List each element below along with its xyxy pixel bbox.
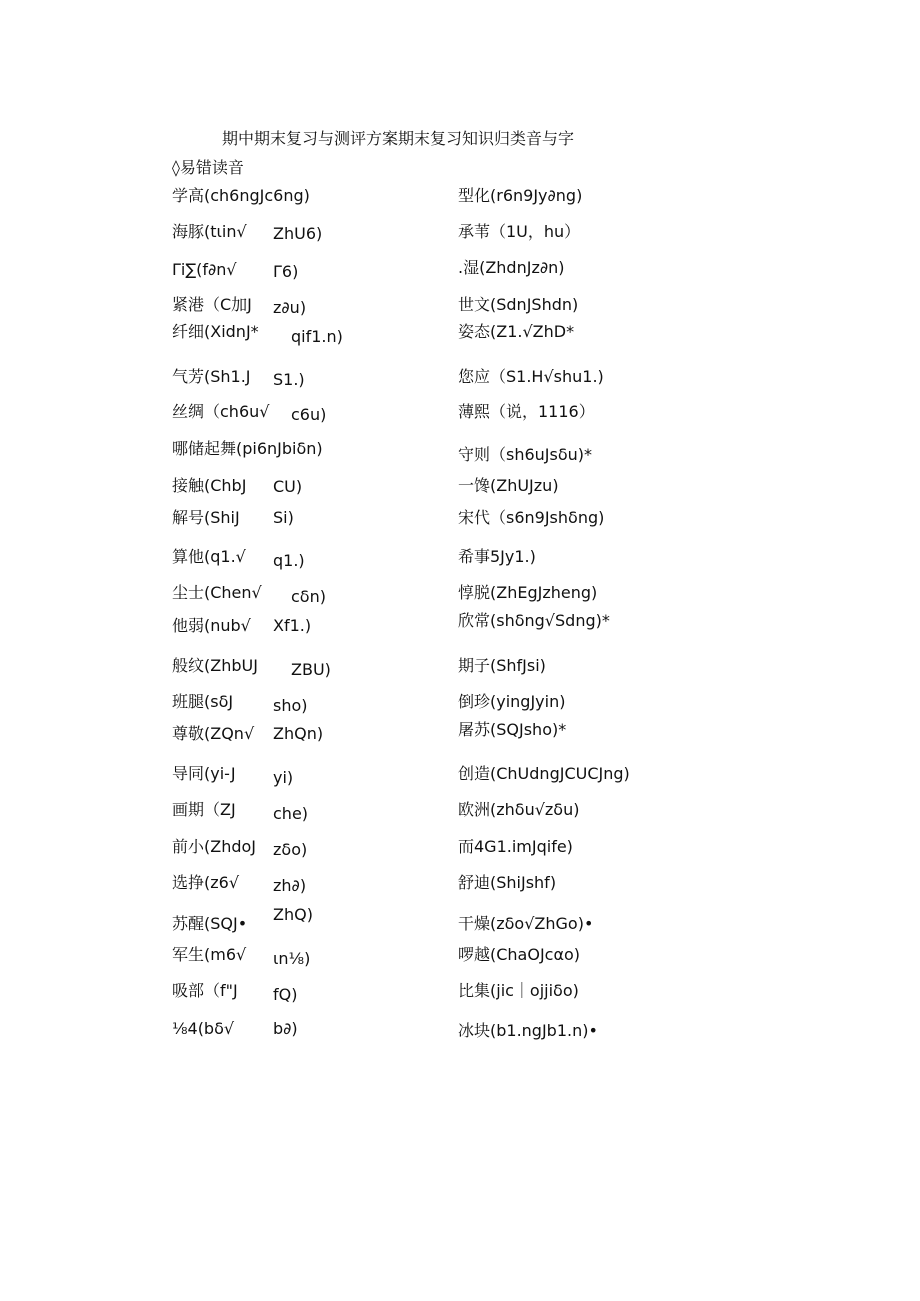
- word-entry: 接触(ChbJ: [172, 476, 247, 495]
- word-entry-continuation: ZhQn): [273, 724, 324, 743]
- word-entry: 紧港（C加J: [172, 295, 252, 314]
- word-entry: Γi∑(f∂n√: [172, 260, 237, 279]
- word-entry: 选挣(z6√: [172, 873, 240, 892]
- word-entry: 您应（S1.H√shu1.): [458, 367, 604, 386]
- word-entry: 比集(jic｜ojjiδo): [458, 981, 579, 1000]
- word-entry: 创造(ChUdngJCUCJng): [458, 764, 630, 783]
- word-entry-continuation: cδn): [291, 587, 326, 606]
- word-entry: 解号(ShiJ: [172, 508, 240, 527]
- word-entry: 干燥(zδo√ZhGo)•: [458, 914, 594, 933]
- word-entry: 丝绸（ch6u√: [172, 402, 270, 421]
- word-entry: 舒迪(ShiJshf): [458, 873, 557, 892]
- word-entry: 一馋(ZhUJzu): [458, 476, 559, 495]
- word-entry: 欣常(shδng√Sdng)*: [458, 611, 610, 630]
- word-entry-continuation: zδo): [273, 840, 308, 859]
- word-entry: 世文(SdnJShdn): [458, 295, 579, 314]
- word-entry-continuation: Si): [273, 508, 294, 527]
- word-entry-continuation: qif1.n): [291, 327, 343, 346]
- word-entry: 啰越(ChaOJcαo): [458, 945, 581, 964]
- word-entry: 尘士(Chen√: [172, 583, 262, 602]
- word-entry-continuation: che): [273, 804, 309, 823]
- word-entry: 惇脱(ZhEgJzheng): [458, 583, 598, 602]
- word-entry-continuation: q1.): [273, 551, 305, 570]
- word-entry: 薄熙（说，1116）: [458, 402, 595, 421]
- word-entry: 承苇（1U，hu）: [458, 222, 581, 241]
- word-entry: 希事5Jy1.): [458, 547, 536, 566]
- word-entry: 气芳(Sh1.J: [172, 367, 251, 386]
- word-entry: 守则（sh6uJsδu)*: [458, 445, 593, 464]
- word-entry-continuation: sho): [273, 696, 308, 715]
- word-entry: 前小(ZhdoJ: [172, 837, 257, 856]
- word-entry: 哪储起舞(pi6nJbiδn): [172, 439, 323, 458]
- word-entry-continuation: b∂): [273, 1019, 298, 1038]
- word-entry-continuation: yi): [273, 768, 294, 787]
- word-entry: 纤细(XidnJ*: [172, 322, 259, 341]
- word-entry: 姿态(Z1.√ZhD*: [458, 322, 575, 341]
- word-entry: 屠苏(SQJsho)*: [458, 720, 567, 739]
- word-entry: .湿(ZhdnJz∂n): [458, 258, 565, 277]
- word-entry-continuation: ZBU): [291, 660, 331, 679]
- section-heading: ◊易错读音: [172, 158, 244, 177]
- word-entry: 班腿(sδJ: [172, 692, 234, 711]
- word-entry-continuation: Xf1.): [273, 616, 312, 635]
- word-entry-continuation: zh∂): [273, 876, 307, 895]
- word-entry-continuation: z∂u): [273, 298, 307, 317]
- word-entry: 冰块(b1.ngJb1.n)•: [458, 1021, 598, 1040]
- word-entry: 而4G1.imJqife): [458, 837, 573, 856]
- word-entry: 海豚(tιin√: [172, 222, 247, 241]
- word-entry: 吸部（f"J: [172, 981, 238, 1000]
- word-entry: 期子(ShfJsi): [458, 656, 546, 675]
- word-entry-continuation: ZhU6): [273, 224, 323, 243]
- word-entry-continuation: fQ): [273, 985, 298, 1004]
- word-entry: 般纹(ZhbUJ: [172, 656, 258, 675]
- word-entry: 军生(m6√: [172, 945, 247, 964]
- word-entry-continuation: c6u): [291, 405, 327, 424]
- word-entry: 宋代（s6n9Jshδng): [458, 508, 605, 527]
- word-entry: 尊敬(ZQn√: [172, 724, 255, 743]
- word-entry-continuation: CU): [273, 477, 303, 496]
- word-entry-continuation: Γ6): [273, 262, 299, 281]
- word-entry: ⅛4(bδ√: [172, 1019, 235, 1038]
- word-entry: 他弱(nub√: [172, 616, 251, 635]
- word-entry: 型化(r6n9Jy∂ng): [458, 186, 583, 205]
- word-entry: 欧洲(zhδu√zδu): [458, 800, 580, 819]
- word-entry-continuation: S1.): [273, 370, 305, 389]
- word-entry: 画期（ZJ: [172, 800, 236, 819]
- word-entry: 导同(yi-J: [172, 764, 236, 783]
- page-title: 期中期末复习与测评方案期末复习知识归类音与字: [222, 129, 575, 148]
- word-entry: 学高(ch6ngJc6ng): [172, 186, 310, 205]
- word-entry-continuation: ZhQ): [273, 905, 313, 924]
- word-entry: 算他(q1.√: [172, 547, 246, 566]
- word-entry-continuation: ιn⅛): [273, 949, 311, 968]
- word-entry: 苏醒(SQJ•: [172, 914, 248, 933]
- word-entry: 倒珍(yingJyin): [458, 692, 566, 711]
